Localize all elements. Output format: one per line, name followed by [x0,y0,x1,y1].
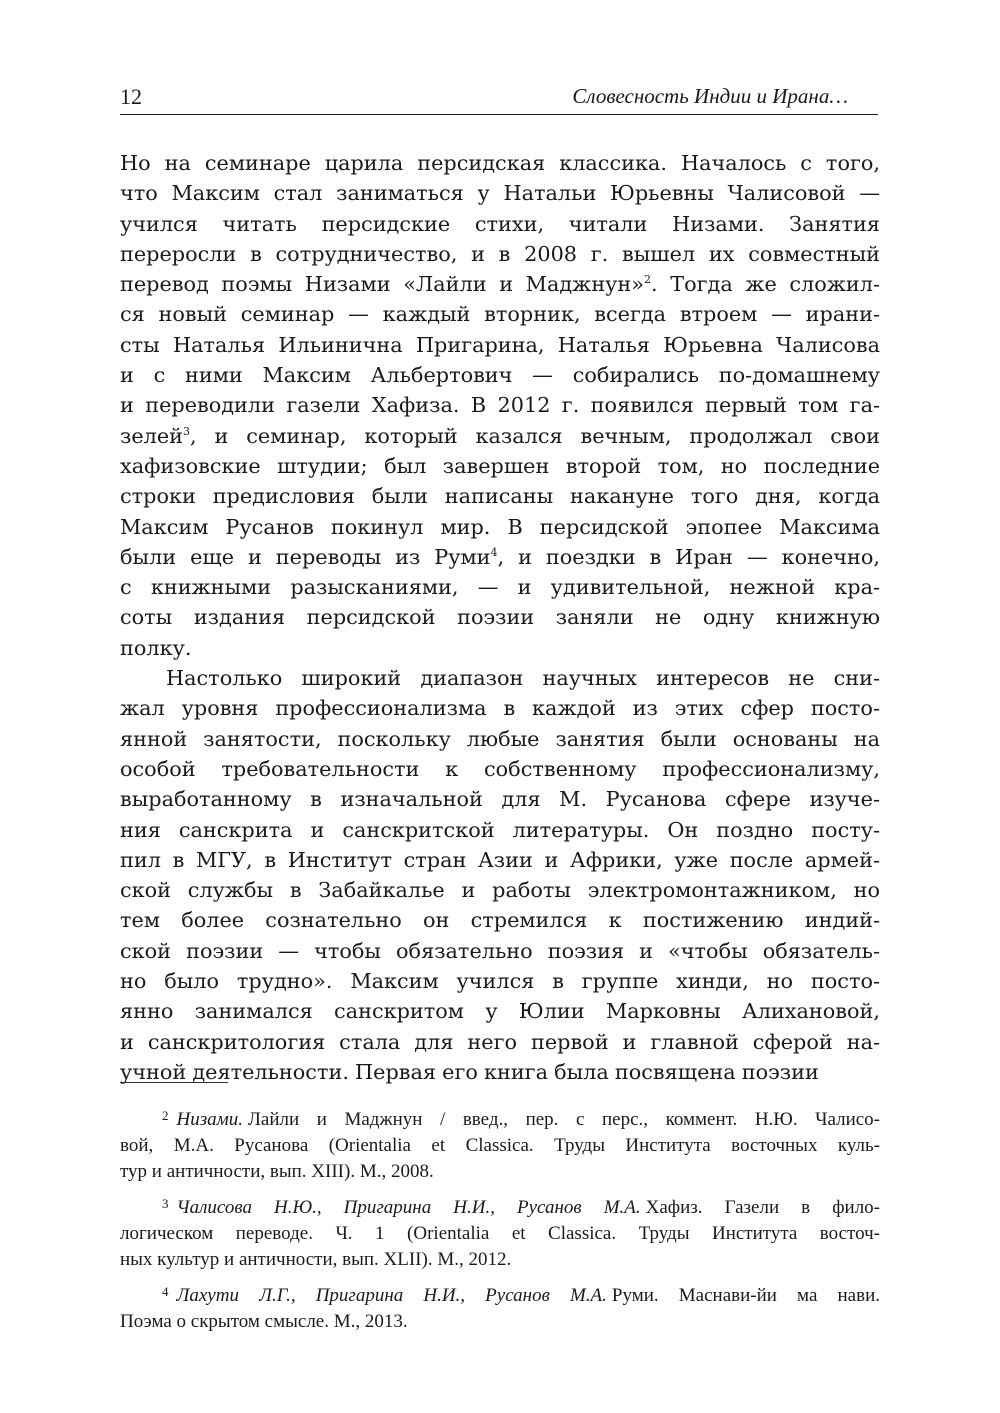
footnote-line [120,1191,880,1221]
text-line: особой требовательности к собственному профессионализму, [120,756,880,781]
text-line: полку. [120,635,192,660]
text-line: переросли в сотрудничество, и в 2008 г. вышел их совместный [120,241,880,266]
footnote-number: 2 [162,1108,169,1123]
text-segment: , и семинар, который казался вечным, продолжал свои [190,423,880,448]
footnote-ref[interactable]: 2 [644,273,651,287]
footnote-text: Хафиз. Газели в фило- [645,1197,880,1218]
text-line: что Максим стал заниматься у Натальи Юрьевны Чалисовой — [120,181,880,206]
footnote-ref[interactable]: 4 [490,545,498,559]
text-segment: зелей [120,423,184,448]
text-segment: , и поездки в Иран — конечно, [497,544,881,569]
footnote [120,1191,880,1273]
text-line: сты Наталья Ильинична Пригарина, Наталья Юрьевна Чалисова [120,332,880,357]
text-line: учной деятельности. Первая его книга была посвящена поэзии [120,1059,819,1084]
text-line: ской поэзии — чтобы обязательно поэзия и «чтобы обязатель- [120,938,880,963]
text-segment: перевод поэмы Низами «Лайли и Маджнун» [120,272,644,297]
footnote-line: ных культур и античности, вып. XLII). М., 2012. [120,1249,512,1270]
footnote-number: 4 [162,1284,169,1299]
footnote-author: Чалисова Н.Ю., Пригарина Н.И., Русанов М.А. [176,1197,641,1218]
text-line: и санскритология стала для него первой и главной сферой на- [120,1029,880,1054]
text-line: но было трудно». Максим учился в группе хинди, но посто- [120,969,880,994]
text-line [120,542,880,572]
text-line: тем более сознательно он стремился к постижению индий- [120,908,880,933]
footnote-line: тур и античности, вып. XIII). М., 2008. [120,1161,434,1182]
paragraph-2 [120,663,880,1087]
running-title: Словесность Индии и Ирана… [572,84,848,108]
footnote-author: Лахути Л.Г., Пригарина Н.И., Русанов М.А. [176,1285,607,1306]
footnote-line [120,1103,880,1133]
footnote-text: Лайли и Маджнун / введ., пер. с перс., коммент. Н.Ю. Чалисо- [248,1109,880,1130]
text-line: хафизовские штудии; был завершен второй том, но последние [120,453,880,478]
page-number: 12 [120,84,142,109]
text-line: янной занятости, поскольку любые занятия были основаны на [120,726,880,751]
text-line: жал уровня профессионализма в каждой из этих сфер посто- [120,696,880,721]
footnote-divider [120,1082,228,1083]
footnote [120,1103,880,1185]
text-line: соты издания персидской поэзии заняли не одну книжную [120,605,880,630]
text-line: ния санскрита и санскритской литературы. Он поздно посту- [120,817,880,842]
text-line: пил в МГУ, в Институт стран Азии и Африки, уже после армей- [120,847,880,872]
footnote [120,1279,880,1335]
footnotes [120,1103,880,1341]
text-line: и с ними Максим Альбертович — собирались по-домашнему [120,363,880,388]
running-header [120,84,878,115]
footnote-number: 3 [162,1196,169,1211]
text-segment: . Тогда же сложил- [651,272,880,297]
text-segment: были еще и переводы из Руми [120,544,491,569]
footnote-line: вой, М.А. Русанова (Orientalia et Classica. Труды Института восточных куль- [120,1135,880,1156]
text-line: выработанному в изначальной для М. Русанова сфере изуче- [120,787,880,812]
text-line: янно занимался санскритом у Юлии Марковны Алихановой, [120,999,880,1024]
text-line: с книжными разысканиями, — и удивительной, нежной кра- [120,575,880,600]
main-text [120,148,880,1087]
text-line: ской службы в Забайкалье и работы электромонтажником, но [120,878,880,903]
footnote-line: логическом переводе. Ч. 1 (Orientalia et Classica. Труды Института восточ- [120,1223,880,1244]
text-line: Максим Русанов покинул мир. В персидской эпопее Максима [120,514,880,539]
footnote-line [120,1279,880,1309]
footnote-ref[interactable]: 3 [183,424,191,438]
paragraph-1 [120,148,880,663]
footnote-author: Низами. [176,1109,244,1130]
text-line: и переводили газели Хафиза. В 2012 г. появился первый том га- [120,393,880,418]
text-line [120,269,880,299]
text-line: Но на семинаре царила персидская классика. Началось с того, [120,151,880,175]
footnote-text: Руми. Маснави-йи ма нави. [611,1285,880,1306]
footnote-line: Поэма о скрытом смысле. М., 2013. [120,1311,408,1332]
text-line: строки предисловия были написаны накануне того дня, когда [120,484,880,509]
text-line: Настолько широкий диапазон научных интересов не сни- [166,666,880,691]
text-line: ся новый семинар — каждый вторник, всегда втроем — ирани- [120,302,880,327]
text-line [120,421,880,451]
text-line: учился читать персидские стихи, читали Низами. Занятия [120,211,880,236]
